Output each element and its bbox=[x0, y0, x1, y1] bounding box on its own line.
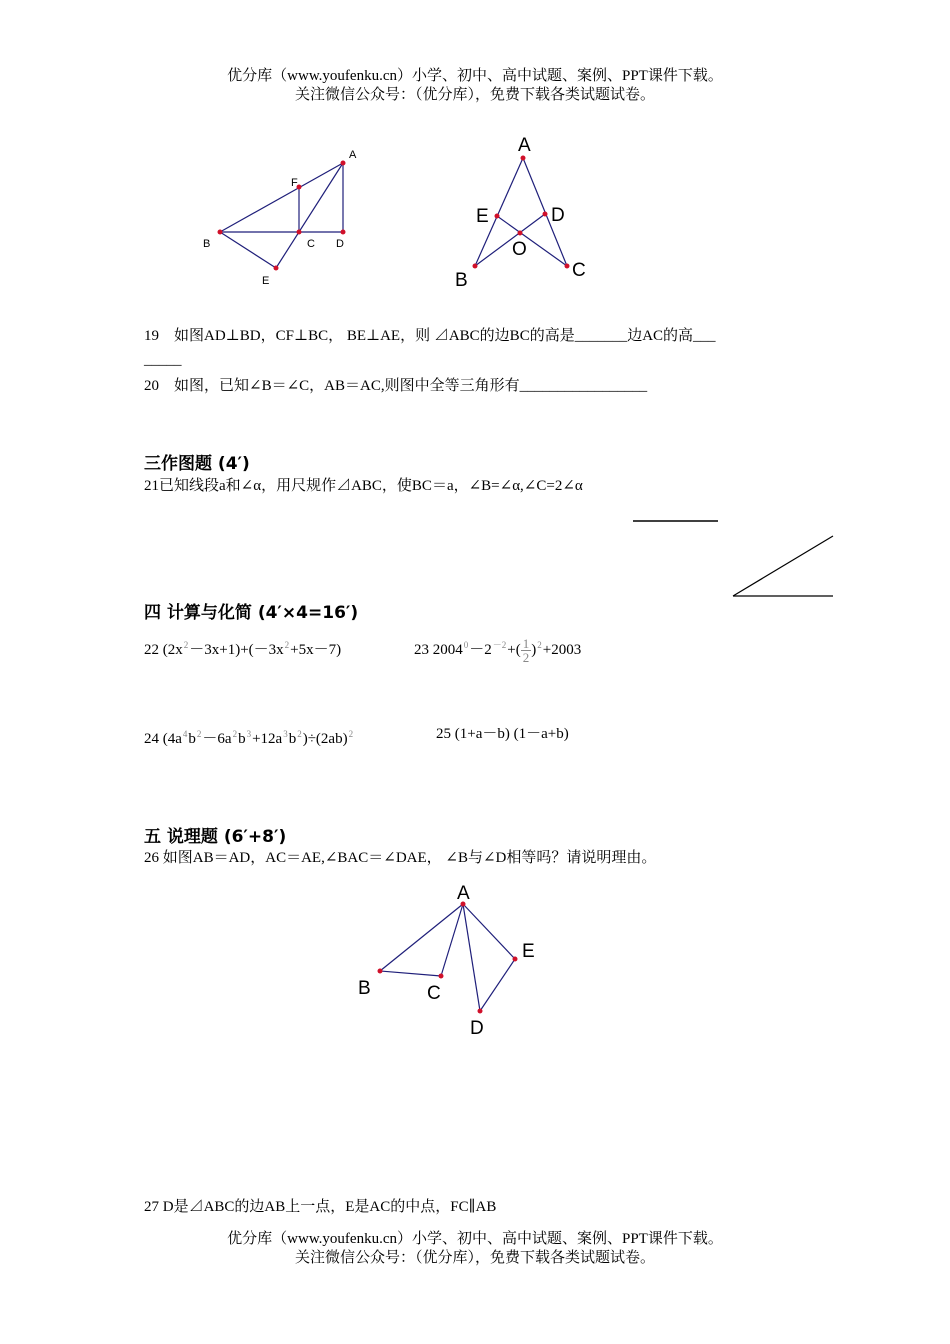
fraction-one-half: $\frac{1}{2}$ bbox=[522, 636, 530, 666]
label-c: C bbox=[427, 983, 441, 1004]
label-d: D bbox=[470, 1018, 484, 1039]
label-a: A bbox=[457, 883, 470, 904]
page-header-line1: 优分库（www.youfenku.cn）小学、初中、高中试题、案例、PPT课件下载。 bbox=[227, 68, 723, 84]
page-footer-line2: 关注微信公众号：（优分库），免费下载各类试题试卷。 bbox=[294, 1250, 655, 1266]
question-20: 20 如图，已知∠B＝∠C，AB＝AC,则图中全等三角形有_________________ bbox=[144, 378, 648, 394]
question-23: 23 $2004^0-2^{-2}+$( $\frac{1}{2}$ )$^2$+2003 bbox=[414, 636, 582, 666]
question-24: 24 $(4a^4b^2-6a^2b^3+12a^3b^2)\div(2ab)^2$ bbox=[144, 729, 354, 747]
question-19: 19 如图AD⊥BD，CF⊥BC， BE⊥AE，则 ⊿ABC的边BC的高是_______边AC的高___ bbox=[144, 328, 716, 344]
label-d: D bbox=[336, 238, 344, 250]
label-e: E bbox=[262, 275, 270, 287]
figure-q21-given bbox=[630, 515, 840, 605]
label-b: B bbox=[358, 978, 371, 999]
question-19-continued: _____ bbox=[144, 352, 182, 368]
label-a: A bbox=[518, 135, 531, 156]
figure-q20 bbox=[450, 130, 610, 290]
figure-q19 bbox=[190, 140, 390, 290]
label-c: C bbox=[307, 238, 315, 250]
label-a: A bbox=[349, 149, 357, 161]
page-header-line2: 关注微信公众号：（优分库），免费下载各类试题试卷。 bbox=[294, 87, 655, 103]
question-25: 25 (1+a－b) (1－a+b) bbox=[436, 726, 569, 742]
figure-q26 bbox=[350, 878, 550, 1038]
label-f: F bbox=[291, 177, 298, 189]
label-b: B bbox=[203, 238, 211, 250]
question-27: 27 D是⊿ABC的边AB上一点，E是AC的中点，FC∥AB bbox=[144, 1199, 497, 1215]
section-5-title: 五 说理题 (6′+8′) bbox=[144, 827, 287, 847]
question-21: 21已知线段a和∠α，用尺规作⊿ABC，使BC＝a，∠B=∠α,∠C=2∠α bbox=[144, 478, 583, 494]
page-footer-line1: 优分库（www.youfenku.cn）小学、初中、高中试题、案例、PPT课件下载。 bbox=[227, 1231, 723, 1247]
label-c: C bbox=[572, 260, 586, 281]
label-o: O bbox=[512, 239, 527, 260]
section-3-title: 三作图题 (4′) bbox=[144, 454, 250, 474]
angle-alpha bbox=[733, 536, 833, 596]
question-22: 22 $(2x^2-3x+1)+(-3x^2+5x-7)$ bbox=[144, 640, 342, 658]
label-b: B bbox=[455, 270, 468, 291]
label-e: E bbox=[476, 206, 489, 227]
label-e: E bbox=[522, 941, 535, 962]
question-26: 26 如图AB＝AD，AC＝AE,∠BAC＝∠DAE， ∠B与∠D相等吗？请说明理由。 bbox=[144, 850, 657, 866]
label-d: D bbox=[551, 205, 565, 226]
section-4-title: 四 计算与化简 (4′×4=16′) bbox=[144, 603, 359, 623]
